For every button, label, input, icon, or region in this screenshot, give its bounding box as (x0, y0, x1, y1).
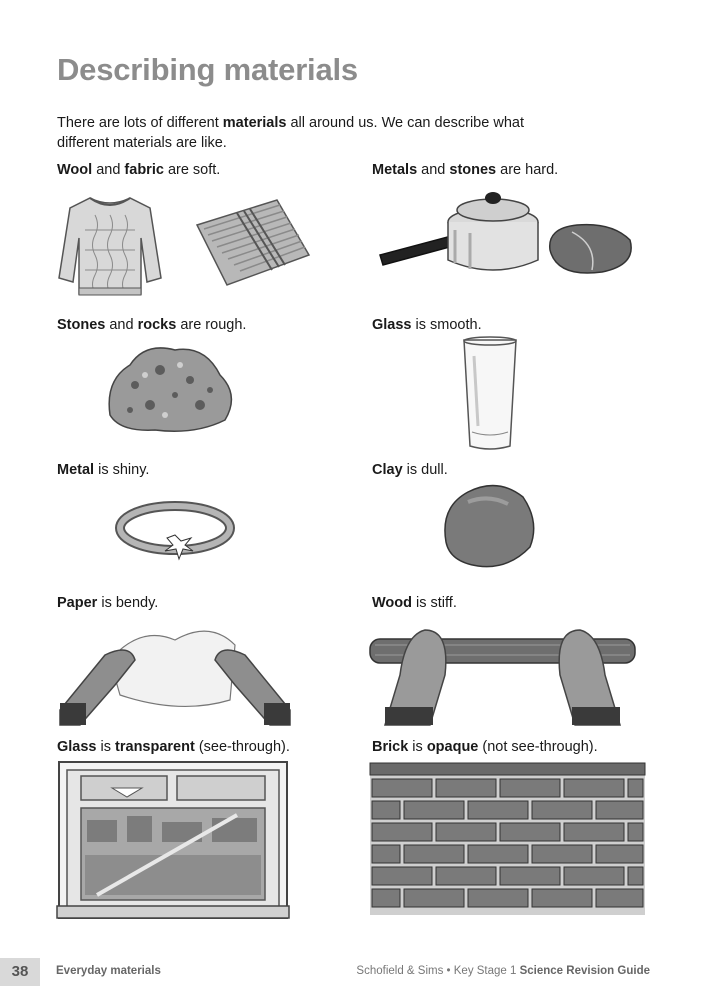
caption-keyword: Glass (372, 317, 412, 333)
caption-text: is stiff. (412, 595, 457, 611)
intro-keyword: materials (222, 115, 287, 131)
caption-clay (372, 461, 448, 479)
caption-text: (see-through). (194, 739, 290, 755)
caption-keyword: Glass (57, 739, 97, 755)
caption-text: is dull. (402, 462, 448, 478)
caption-wool (57, 161, 220, 179)
caption-text: is bendy. (97, 595, 159, 611)
drinking-glass-illustration (460, 336, 520, 454)
caption-keyword: Brick (372, 739, 409, 755)
footer-publisher-text: Schofield & Sims • Key Stage 1 (356, 965, 520, 977)
intro-text: There are lots of different (57, 115, 223, 131)
caption-text: is smooth. (411, 317, 482, 333)
caption-keyword: stones (449, 162, 497, 178)
intro-text: all around us. We can describe what different materials are like. (57, 115, 524, 151)
caption-text: is (96, 739, 116, 755)
ring-illustration (115, 495, 235, 565)
caption-paper (57, 594, 158, 612)
caption-glass-smooth (372, 316, 482, 334)
caption-brick (372, 738, 598, 756)
page-title: Describing materials (57, 52, 358, 87)
caption-text: and (92, 162, 125, 178)
caption-text: (not see-through). (478, 739, 598, 755)
page-number: 38 (0, 958, 40, 986)
caption-keyword: Wool (57, 162, 93, 178)
caption-glass-transparent (57, 738, 290, 756)
caption-wood (372, 594, 457, 612)
brick-wall-illustration (370, 763, 645, 915)
caption-keyword: fabric (124, 162, 164, 178)
caption-text: and (105, 317, 138, 333)
caption-stones (57, 316, 246, 334)
clay-lump-illustration (438, 482, 540, 570)
caption-text: is shiny. (94, 462, 150, 478)
caption-keyword: Metal (57, 462, 95, 478)
caption-text: are soft. (163, 162, 221, 178)
caption-keyword: Paper (57, 595, 98, 611)
paper-in-hands-illustration (60, 615, 290, 725)
caption-keyword: transparent (115, 739, 195, 755)
caption-text: are rough. (176, 317, 247, 333)
caption-keyword: Wood (372, 595, 412, 611)
footer-section: Everyday materials (56, 965, 161, 977)
fabric-swatch-illustration (192, 195, 312, 290)
wooden-stick-in-hands-illustration (365, 615, 640, 725)
caption-keyword: Stones (57, 317, 106, 333)
rock-illustration (105, 340, 240, 435)
caption-text: is (408, 739, 427, 755)
caption-metals (372, 161, 558, 179)
footer-guide-title: Science Revision Guide (519, 965, 650, 977)
intro-paragraph (57, 113, 577, 153)
caption-text: are hard. (496, 162, 559, 178)
caption-keyword: opaque (426, 739, 479, 755)
caption-keyword: Clay (372, 462, 403, 478)
jumper-illustration (55, 190, 165, 305)
footer-publisher (356, 965, 650, 977)
window-illustration (57, 760, 289, 920)
caption-keyword: rocks (137, 317, 177, 333)
caption-metal-shiny (57, 461, 149, 479)
caption-keyword: Metals (372, 162, 418, 178)
saucepan-illustration (375, 185, 545, 280)
pebble-illustration (542, 220, 637, 275)
caption-text: and (417, 162, 450, 178)
